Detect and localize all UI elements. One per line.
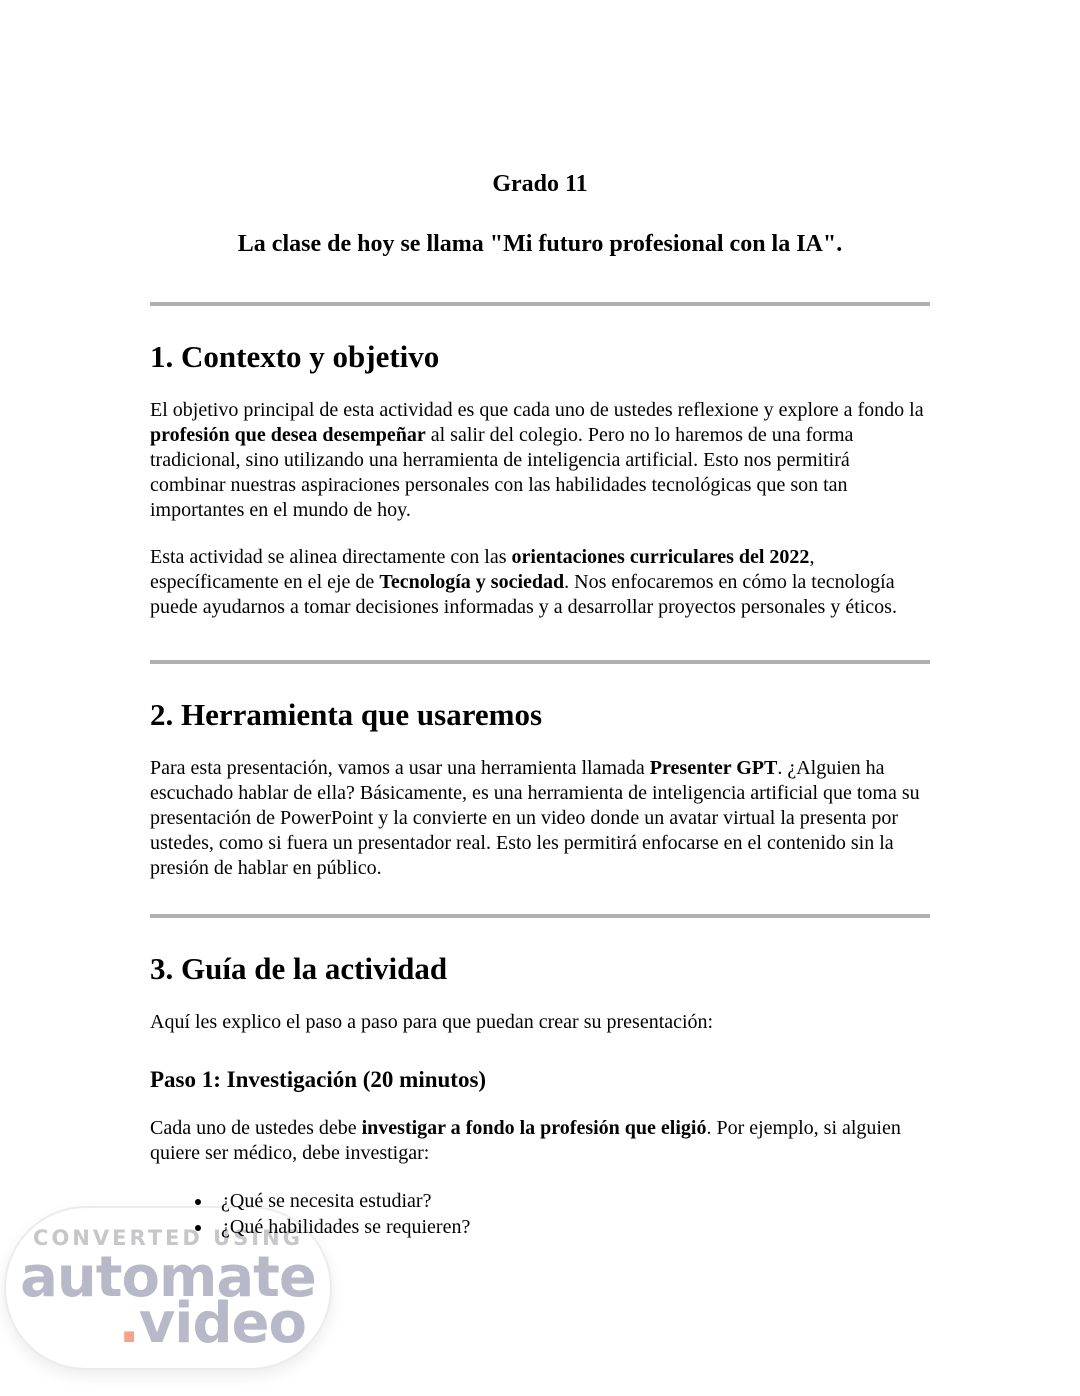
section-divider	[150, 914, 930, 918]
page-subtitle: La clase de hoy se llama "Mi futuro profesional con la IA".	[237, 231, 843, 257]
list-item: • ¿Qué se necesita estudiar?	[213, 1188, 930, 1214]
watermark-brand-tld-text: video	[138, 1291, 306, 1356]
watermark-brand-automate: automate	[20, 1245, 316, 1310]
step-1-heading: Paso 1: Investigación (20 minutos)	[150, 1067, 487, 1092]
section-3-intro-paragraph: Aquí les explico el paso a paso para que puedan crear su presentación:	[150, 1011, 714, 1033]
section-1-heading: 1. Contexto y objetivo	[150, 339, 440, 374]
section-divider	[150, 302, 930, 306]
section-1-paragraph-2: Esta actividad se alinea directamente con las orientaciones curriculares del 2022, específicamente en el eje de Tecnología y sociedad. Nos enfocaremos en cómo la tecnología puede ayudarnos a tomar decisiones informadas y a desarrollar proyectos personales y éticos.	[150, 546, 897, 618]
section-divider	[150, 660, 930, 664]
page-title: Grado 11	[492, 171, 588, 197]
watermark-brand-dot: .	[118, 1291, 139, 1356]
section-2-heading: 2. Herramienta que usaremos	[150, 697, 543, 732]
list-item: • ¿Qué habilidades se requieren?	[213, 1214, 930, 1240]
watermark-converted-using-label: CONVERTED USING	[33, 1226, 303, 1250]
section-3-heading: 3. Guía de la actividad	[150, 951, 448, 986]
step-1-paragraph: Cada uno de ustedes debe investigar a fondo la profesión que eligió. Por ejemplo, si alguien quiere ser médico, debe investigar:	[150, 1117, 901, 1164]
section-1-paragraph-1: El objetivo principal de esta actividad es que cada uno de ustedes reflexione y explore a fondo la profesión que desea desempeñar al salir del colegio. Pero no lo haremos de una forma tradicional, sino utilizando una herramienta de inteligencia artificial. Esto nos permitirá combinar nuestras aspiraciones personales con las habilidades tecnológicas que son tan importantes en el mundo de hoy.	[150, 399, 924, 521]
research-questions-list	[150, 1188, 930, 1240]
section-2-paragraph-1: Para esta presentación, vamos a usar una herramienta llamada Presenter GPT. ¿Alguien ha escuchado hablar de ella? Básicamente, es una herramienta de inteligencia artificial que toma su presentación de PowerPoint y la convierte en un video donde un avatar virtual la presenta por ustedes, como si fuera un presentador real. Esto les permitirá enfocarse en el contenido sin la presión de hablar en público.	[150, 757, 920, 879]
